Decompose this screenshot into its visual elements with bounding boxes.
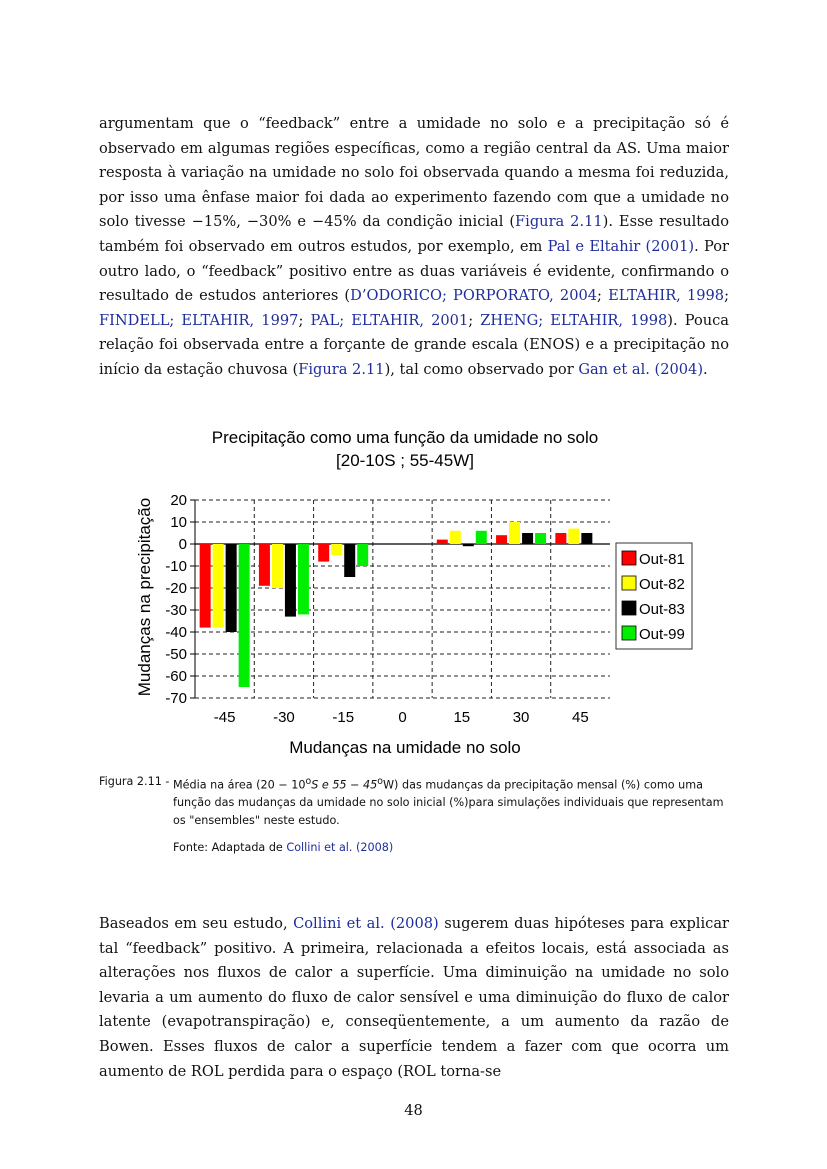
- bar: [463, 544, 474, 546]
- bar: [226, 544, 237, 632]
- bar: [581, 533, 592, 544]
- y-tick-label: -10: [165, 558, 187, 575]
- text-run: ;: [298, 311, 311, 329]
- legend-swatch: [622, 576, 636, 590]
- bar: [272, 544, 283, 588]
- caption-body: [173, 773, 729, 829]
- reference-link[interactable]: Collini et al. (2008): [286, 841, 394, 855]
- legend-label: Out-99: [639, 626, 685, 643]
- y-axis-label: Mudanças na precipitação: [135, 497, 154, 697]
- reference-link[interactable]: Gan et al. (2004): [578, 360, 704, 378]
- page-number: 48: [404, 1102, 423, 1119]
- text-run: ). Pouca relação foi observada entre a forçante de grande escala (ENOS) e a precipitação no início da estação chuvosa (: [99, 311, 730, 378]
- x-tick-label: 45: [572, 709, 589, 726]
- paragraph-1: [99, 112, 729, 383]
- caption-text: S e 55 − 45: [311, 778, 378, 792]
- legend: [616, 543, 692, 649]
- text-run: ), tal como observado por: [384, 360, 579, 378]
- text-run: Baseados em seu estudo,: [99, 915, 294, 932]
- y-tick-label: 0: [178, 536, 187, 553]
- bar: [522, 533, 533, 544]
- text-run: ). Esse resultado também foi observado em outros estudos, por exemplo, em: [99, 213, 729, 255]
- x-tick-label: -45: [213, 709, 236, 726]
- citation-link[interactable]: PAL; ELTAHIR, 2001: [310, 311, 469, 329]
- figure-link[interactable]: Figura 2.11: [298, 360, 385, 378]
- text-run: ;: [468, 311, 481, 329]
- reference-link[interactable]: Pal e Eltahir (2001): [547, 237, 695, 255]
- x-tick-label: -15: [332, 709, 355, 726]
- y-tick-label: -60: [165, 668, 187, 685]
- superscript: o: [377, 776, 383, 787]
- bar: [555, 533, 566, 544]
- chart-title: Precipitação como uma função da umidade no solo: [211, 428, 599, 447]
- text-run: ;: [724, 287, 730, 305]
- bars: [200, 522, 593, 687]
- citation-link[interactable]: D’ODORICO; PORPORATO, 2004: [350, 287, 598, 305]
- bar: [568, 529, 579, 544]
- bar: [509, 522, 520, 544]
- bar: [298, 544, 309, 614]
- chart-subtitle: [20-10S ; 55-45W]: [336, 451, 474, 470]
- x-axis-label: Mudanças na umidade no solo: [289, 738, 521, 757]
- bar: [331, 544, 342, 555]
- grid: [195, 500, 610, 698]
- y-tick-label: -20: [165, 580, 187, 597]
- text-run: argumentam que o “feedback” entre a umidade no solo e a precipitação só é observado em algumas regiões específicas, como a região central da AS. Uma maior resposta à variação na umidade no solo foi observada quando a mesma foi reduzida, por isso uma ênfase maior foi dada ao experimento fazendo com que a umidade no solo tivesse −15%, −30% e −45% da condição inicial (: [99, 115, 729, 231]
- bar: [213, 544, 224, 628]
- bar: [259, 544, 270, 586]
- y-tick-label: -40: [165, 624, 187, 641]
- caption-text: W) das mudanças da precipitação mensal (%) como uma função das mudanças da umidade no solo inicial (%)para simulações individuais que representam os "ensembles" neste estudo.: [173, 778, 724, 827]
- citation-link[interactable]: ZHENG; ELTAHIR, 1998: [480, 311, 668, 329]
- bar: [535, 533, 546, 544]
- y-tick-label: -50: [165, 646, 187, 663]
- x-tick-label: 30: [512, 709, 530, 726]
- legend-swatch: [622, 551, 636, 565]
- bar: [200, 544, 211, 628]
- bar-chart: [120, 415, 720, 767]
- citation-link[interactable]: ELTAHIR, 1998: [608, 287, 725, 305]
- bar: [318, 544, 329, 562]
- y-tick-label: -30: [165, 602, 187, 619]
- legend-label: Out-81: [639, 551, 685, 568]
- x-tick-label: -30: [273, 709, 295, 726]
- legend-swatch: [622, 626, 636, 640]
- caption-text: Média na área (20 − 10: [173, 778, 306, 792]
- text-run: sugerem duas hipóteses para explicar tal “feedback” positivo. A primeira, relacionada a efeitos locais, está associada as alterações nos fluxos de calor a superfície. Uma diminuição na umidade no solo levaria a um aumento do fluxo de calor sensível e uma diminuição do fluxo de calor latente (evapotranspiração) e, conseqüentemente, a um aumento da razão de Bowen. Esses fluxos de calor a superfície tendem a fazer com que ocorra um aumento de ROL perdida para o espaço (ROL torna-se: [99, 915, 729, 1080]
- bar: [476, 531, 487, 544]
- bar: [344, 544, 355, 577]
- caption-label: Figura 2.11 -: [99, 775, 170, 788]
- x-tick-label: 15: [453, 709, 471, 726]
- y-axis: [165, 492, 195, 707]
- x-tick-label: 0: [398, 709, 407, 726]
- text-run: . Por outro lado, o “feedback” positivo entre as duas variáveis é evidente, confirmando o resultado de estudos anteriores (: [99, 237, 729, 305]
- source-prefix: Fonte: Adaptada de: [173, 841, 287, 855]
- paragraph-2: [99, 912, 729, 1084]
- y-tick-label: 10: [170, 514, 187, 531]
- figure-caption: [99, 773, 729, 857]
- legend-label: Out-82: [639, 576, 685, 593]
- reference-link[interactable]: Collini et al. (2008): [293, 915, 439, 932]
- x-axis: [214, 709, 589, 726]
- bar: [450, 531, 461, 544]
- citation-link[interactable]: FINDELL; ELTAHIR, 1997: [99, 311, 299, 329]
- superscript: o: [305, 776, 312, 787]
- legend-swatch: [622, 601, 636, 615]
- text-run: .: [703, 360, 708, 378]
- bar: [496, 535, 507, 544]
- legend-label: Out-83: [639, 601, 685, 618]
- bar: [357, 544, 368, 566]
- y-tick-label: -70: [165, 690, 187, 707]
- figure-link[interactable]: Figura 2.11: [515, 213, 603, 231]
- y-tick-label: 20: [170, 492, 187, 509]
- bar: [437, 540, 448, 544]
- bar: [239, 544, 250, 687]
- caption-source: [173, 839, 729, 857]
- figure: [120, 415, 720, 767]
- text-run: ;: [597, 287, 609, 305]
- bar: [285, 544, 296, 617]
